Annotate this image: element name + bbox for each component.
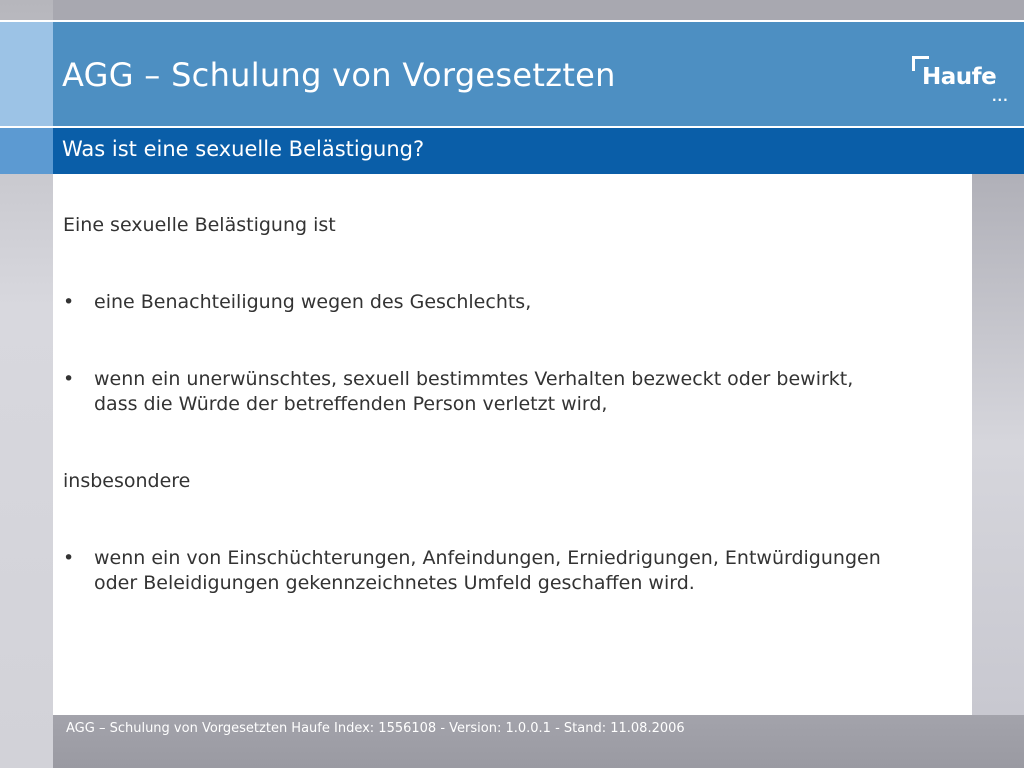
right-decor-strip [972, 174, 1024, 715]
bullet-text: wenn ein unerwünschtes, sexuell bestimmtes Verhalten bezweckt oder bewirkt, dass die Würde der betreffenden Person verletzt wird, [94, 368, 854, 415]
bullet-text: eine Benachteiligung wegen des Geschlechts, [94, 291, 532, 313]
subtitle-accent [0, 128, 53, 174]
connector-text: insbesondere [63, 470, 191, 492]
logo-text: Haufe [922, 64, 997, 90]
bullet-icon: • [63, 368, 75, 390]
title-accent [0, 22, 53, 126]
content-area [53, 174, 972, 715]
intro-text: Eine sexuelle Belästigung ist [63, 214, 336, 236]
bullet-icon: • [63, 547, 75, 569]
bullet-item [63, 367, 863, 417]
bullet-icon: • [63, 291, 75, 313]
bullet-item [63, 290, 913, 315]
haufe-logo [912, 56, 1016, 104]
footer-text: AGG – Schulung von Vorgesetzten Haufe Index: 1556108 - Version: 1.0.0.1 - Stand: 11.08.2006 [66, 721, 685, 736]
logo-dots: ... [992, 90, 1009, 104]
subtitle-band [0, 126, 1024, 174]
bullet-item [63, 546, 903, 596]
slide-subtitle: Was ist eine sexuelle Belästigung? [62, 137, 425, 161]
top-decor-strip [53, 0, 1024, 20]
slide-title: AGG – Schulung von Vorgesetzten [62, 56, 616, 94]
bullet-text: wenn ein von Einschüchterungen, Anfeindungen, Erniedrigungen, Entwürdigungen oder Beleidigungen gekennzeichnetes Umfeld geschaffen wird. [94, 547, 881, 594]
title-band [0, 20, 1024, 126]
